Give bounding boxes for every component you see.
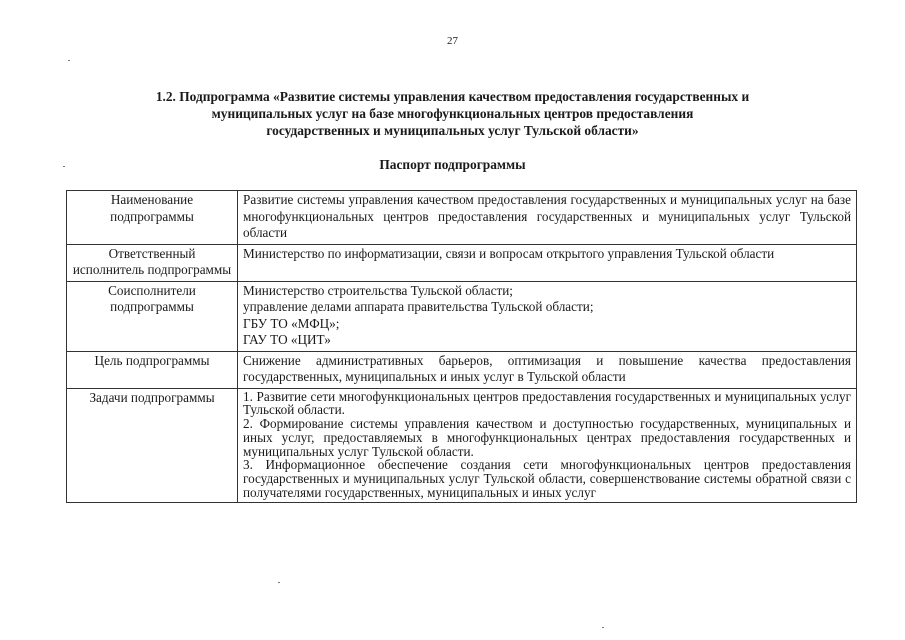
table-row-goal <box>67 351 857 388</box>
coexecutor-line: Министерство строительства Тульской области; <box>243 282 513 298</box>
heading-line-1: 1.2. Подпрограмма «Развитие системы управления качеством предоставления государственных и <box>155 89 750 104</box>
passport-table <box>66 190 857 503</box>
table-row-executor <box>67 244 857 281</box>
scan-speck <box>278 582 280 583</box>
scan-speck <box>602 627 604 628</box>
passport-title: Паспорт подпрограммы <box>379 157 526 172</box>
heading-line-3: государственных и муниципальных услуг Тульской области» <box>266 123 639 138</box>
table-row-name <box>67 191 857 245</box>
row-label: Цель подпрограммы <box>67 351 238 388</box>
row-value <box>238 388 857 502</box>
row-value: Снижение административных барьеров, оптимизация и повышение качества предоставления государственных, муниципальных и иных услуг в Тульской области <box>238 351 857 388</box>
scan-speck <box>63 166 65 167</box>
row-label: Ответственный исполнитель подпрограммы <box>67 244 238 281</box>
row-label: Наименование подпрограммы <box>67 191 238 245</box>
heading-line-2: муниципальных услуг на базе многофункциональных центров предоставления <box>211 106 694 121</box>
table-row-tasks <box>67 388 857 502</box>
row-label: Соисполнители подпрограммы <box>67 281 238 351</box>
coexecutor-line: ГАУ ТО «ЦИТ» <box>243 332 331 347</box>
coexecutor-line: управление делами аппарата правительства Тульской области; <box>243 299 594 314</box>
row-value: Развитие системы управления качеством предоставления государственных и муниципальных услуг на базе многофункциональных центров предоставления государственных и муниципальных услуг Тульской области <box>238 191 857 245</box>
table-row-coexecutors <box>67 281 857 351</box>
row-value: Министерство по информатизации, связи и вопросам открытого управления Тульской области <box>238 244 857 281</box>
page-number: 27 <box>447 35 458 47</box>
coexecutor-line: ГБУ ТО «МФЦ»; <box>243 315 340 331</box>
subprogram-heading <box>100 88 805 139</box>
scan-speck <box>68 60 70 61</box>
row-value <box>238 281 857 351</box>
task-item: 1. Развитие сети многофункциональных центров предоставления государственных и муниципальных услуг Тульской области. <box>243 388 851 418</box>
task-item: 3. Информационное обеспечение создания сети многофункциональных центров предоставления государственных и муниципальных услуг Тульской области, совершенствование системы обратной связи с получателями государственных, муниципальных и иных услуг <box>243 457 851 501</box>
row-label: Задачи подпрограммы <box>67 388 238 502</box>
task-item: 2. Формирование системы управления качеством и доступностью государственных, муниципальных и иных услуг, предоставляемых в многофункциональных центрах предоставления государственных и муниципальных услуг Тульской области. <box>243 416 851 459</box>
